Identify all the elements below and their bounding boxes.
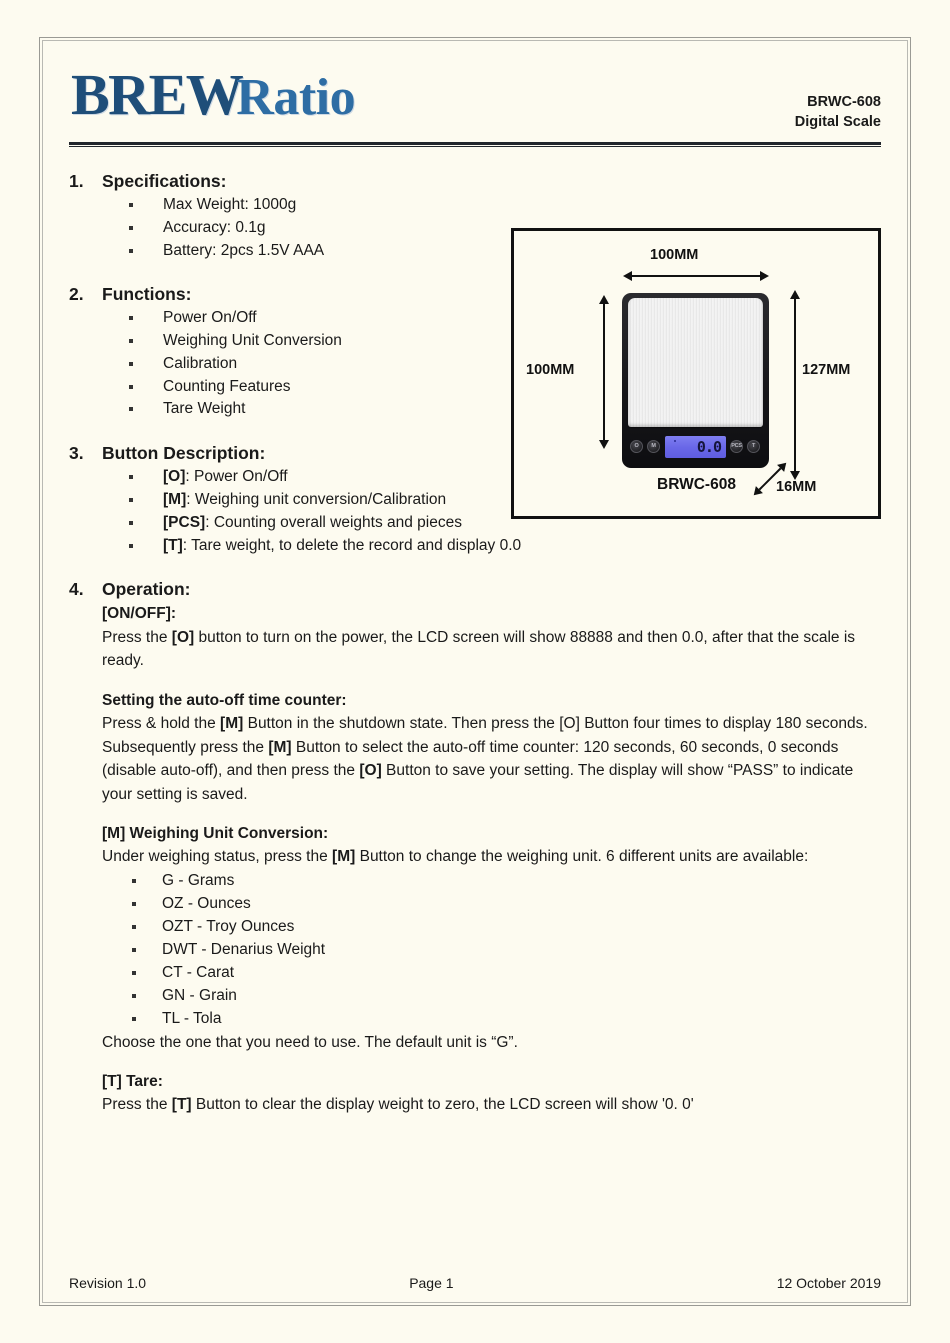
list-item: Max Weight: 1000g [129,194,881,217]
scale-button-power: O [630,440,643,453]
section-heading-operation [69,579,881,600]
specifications-list [69,194,881,262]
text-run: Press the [102,628,172,646]
button-desc: : Counting overall weights and pieces [205,513,462,531]
scale-button-pcs: PCS [730,440,743,453]
document-body [69,171,881,1117]
list-item: TL - Tola [132,1008,881,1031]
list-item: Power On/Off [129,307,881,330]
operation-unit-heading: [M] Weighing Unit Conversion: [102,825,329,843]
section-title-3: Button Description: [102,443,266,464]
dimension-label-depth: 100MM [526,362,575,378]
weighing-units-list [102,870,881,1031]
spacer [102,1054,881,1070]
text-run: Button to clear the display weight to zero, the LCD screen will show '0. 0' [191,1096,694,1114]
header-model-number: BRWC-608 [807,94,881,110]
brand-logo [71,60,356,127]
functions-list [69,307,881,421]
list-item: GN - Grain [132,985,881,1008]
button-description-list [69,466,881,557]
button-desc: : Weighing unit conversion/Calibration [186,491,447,509]
text-run-bold: [M] [268,738,292,756]
list-item [129,466,881,489]
section-number-1: 1. [69,171,84,191]
section-title-1: Specifications: [102,171,227,191]
text-run: Button to save your setting. The display will show “PASS” to indicate your setting is saved. [102,762,854,803]
operation-block [69,602,881,1116]
list-item: DWT - Denarius Weight [132,939,881,962]
header-model-block [795,60,881,132]
button-desc: : Power On/Off [185,468,288,486]
text-run: Under weighing status, press the [102,848,333,866]
button-key: [M] [163,491,187,509]
logo-brew-text: BREW [71,62,243,127]
logo-ratio-text: Ratio [236,69,356,126]
operation-autooff-paragraph [102,712,881,806]
text-run-bold: [O] [171,628,195,646]
spacer [102,673,881,689]
list-item: OZT - Troy Ounces [132,916,881,939]
text-run: Button in the shutdown state. Then press the [O] Button four times to display 180 seconds. Subsequently press the [102,714,868,756]
list-item: Weighing Unit Conversion [129,330,881,353]
footer-page-number: Page 1 [409,1275,454,1291]
footer-revision: Revision 1.0 [69,1275,147,1291]
list-item: Counting Features [129,376,881,399]
document-content [69,60,881,1117]
list-item: Calibration [129,353,881,376]
dimension-label-thickness: 16MM [776,479,817,495]
section-number-2: 2. [69,284,84,305]
list-item: CT - Carat [132,962,881,985]
operation-onoff-paragraph [102,626,881,673]
width-arrow-icon [632,275,760,277]
list-item [129,535,881,558]
header-product-type: Digital Scale [794,113,881,130]
diagram-model-caption: BRWC-608 [657,476,736,493]
section-heading-specifications [69,171,881,192]
list-item: G - Grams [132,870,881,893]
button-key: [PCS] [163,513,206,531]
section-title-2: Functions: [102,284,192,305]
operation-unit-paragraph [102,845,881,869]
dimension-label-width: 100MM [650,247,699,263]
section-number-3: 3. [69,443,84,464]
text-run: Press the [102,1096,172,1114]
text-run: Button to select the auto-off time counter: 120 seconds, 60 seconds, 0 seconds (disable auto-off), and then press the [102,738,839,780]
button-key: [O] [163,468,186,486]
list-item [129,512,881,535]
list-item: Battery: 2pcs 1.5V AAA [129,240,881,263]
spacer [102,806,881,822]
text-run: Press & hold the [102,714,221,732]
text-run-bold: [T] [171,1096,192,1114]
lcd-value: 0.0 [696,438,721,456]
text-run-bold: [M] [332,848,356,866]
lcd-indicator-dot [674,440,676,442]
scale-button-tare: T [747,440,760,453]
document-footer [69,1275,881,1291]
list-item [129,489,881,512]
document-header [69,60,881,138]
list-item: Tare Weight [129,398,881,421]
operation-autooff-heading: Setting the auto-off time counter: [102,691,347,709]
operation-tare-heading: [T] Tare: [102,1073,163,1091]
text-run: Button to change the weighing unit. 6 different units are available: [355,848,809,866]
dimension-label-height: 127MM [802,362,851,378]
footer-date: 12 October 2019 [776,1275,881,1291]
header-rule [69,142,881,147]
text-run-bold: [M] [220,714,244,732]
section-number-4: 4. [69,579,84,600]
operation-onoff-heading: [ON/OFF]: [102,605,177,623]
list-item: OZ - Ounces [132,893,881,916]
button-key: [T] [163,536,183,554]
operation-unit-closing: Choose the one that you need to use. The default unit is “G”. [102,1033,518,1051]
section-title-4: Operation: [102,579,191,600]
text-run-bold: [O] [359,762,382,780]
operation-tare-paragraph [102,1093,881,1117]
scale-lcd-display [665,436,726,458]
list-item: Accuracy: 0.1g [129,217,881,240]
scale-button-mode: M [647,440,660,453]
button-desc: : Tare weight, to delete the record and display 0.0 [182,536,522,554]
text-run: button to turn on the power, the LCD screen will show 88888 and then 0.0, after that the scale is ready. [102,628,856,670]
